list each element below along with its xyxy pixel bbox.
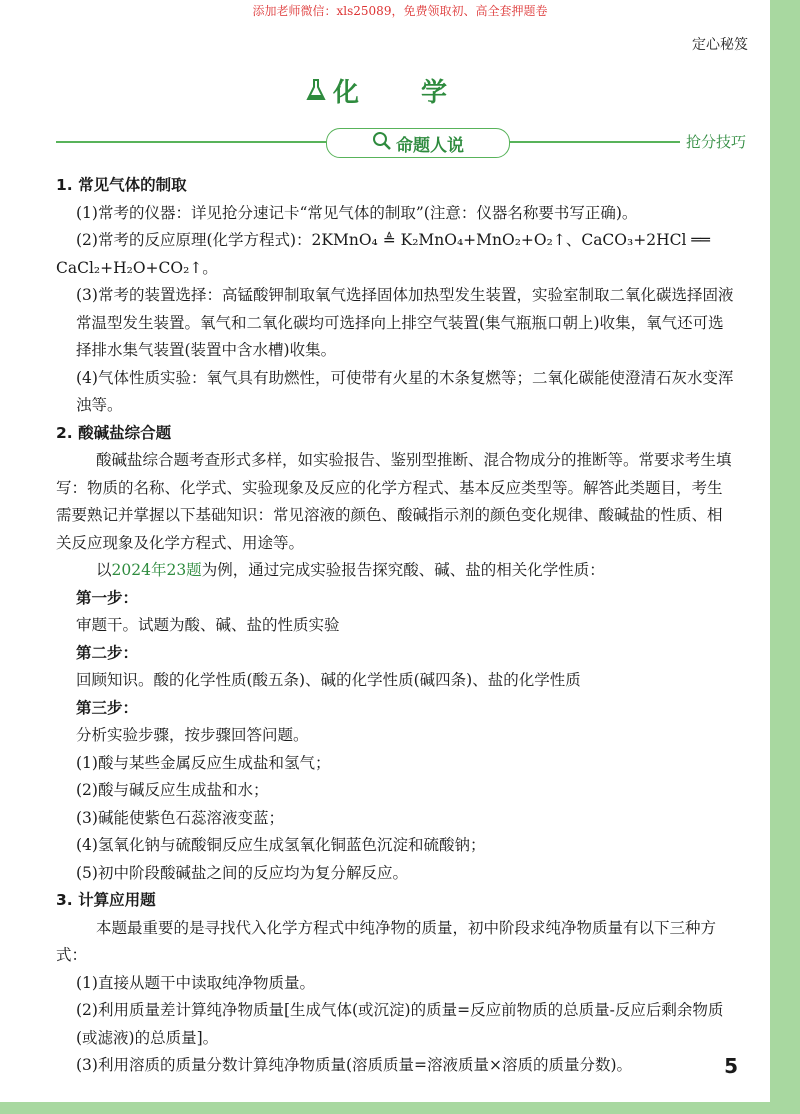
watermark-text: 添加老师微信：xls25089，免费领取初、高全套押题卷 — [252, 4, 548, 18]
step-label: 第二步： — [76, 643, 139, 662]
page-bottom-border — [0, 1102, 800, 1114]
reference-highlight: 2024年23题 — [111, 561, 202, 579]
step-label: 第一步： — [76, 588, 139, 607]
list-item: (2)酸与碱反应生成盐和水； — [76, 781, 269, 799]
title-text: 化 学 — [332, 78, 465, 108]
list-item: (1)直接从题干中读取纯净物质量。 — [76, 973, 315, 992]
list-item: (3)碱能使紫色石蕊溶液变蓝； — [76, 808, 284, 827]
header-tag: 定心秘笈 — [692, 37, 748, 53]
flask-icon — [305, 78, 327, 109]
section-heading-3: 3. 计算应用题 — [56, 891, 156, 909]
magnifier-icon — [372, 131, 392, 156]
list-item: (5)初中阶段酸碱盐之间的反应均为复分解反应。 — [76, 863, 408, 882]
list-item: (2)利用质量差计算纯净物质量[生成气体(或沉淀)的质量=反应前物质的总质量-反应后剩余物质(或滤液)的总质量]。 — [76, 1001, 724, 1047]
paragraph: (3)常考的装置选择：高锰酸钾制取氧气选择固体加热型发生装置，实验室制取二氧化碳选择固液常温型发生装置。氧气和二氧化碳均可选择向上排空气装置(集气瓶瓶口朝上)收集，氧气还可选择排水集气装置(装置中含水槽)收集。 — [76, 286, 734, 359]
text: 为例，通过完成实验报告探究酸、碱、盐的相关化学性质： — [201, 561, 605, 579]
step-text: 审题干。试题为酸、碱、盐的性质实验 — [76, 616, 340, 634]
paragraph: (2)常考的反应原理(化学方程式)：2KMnO₄ ≜ K₂MnO₄+MnO₂+O₂↑、CaCO₃+2HCl ══ — [76, 231, 710, 249]
step-label: 第三步： — [76, 698, 139, 717]
text: 以 — [96, 561, 112, 579]
step-text: 分析实验步骤，按步骤回答问题。 — [76, 726, 309, 744]
page-title — [0, 72, 770, 109]
list-item: (3)利用溶质的质量分数计算纯净物质量(溶质质量=溶液质量×溶质的质量分数)。 — [76, 1056, 633, 1074]
paragraph: (1)常考的仪器：详见抢分速记卡“常见气体的制取”(注意：仪器名称要书写正确)。 — [76, 203, 638, 222]
paragraph: 本题最重要的是寻找代入化学方程式中纯净物的质量，初中阶段求纯净物质量有以下三种方式： — [56, 918, 717, 964]
list-item: (1)酸与某些金属反应生成盐和氢气； — [76, 753, 331, 772]
banner-line-left — [56, 141, 326, 143]
section-heading-1: 1. 常见气体的制取 — [56, 176, 187, 194]
paragraph: 酸碱盐综合题考查形式多样，如实验报告、鉴别型推断、混合物成分的推断等。常要求考生填写：物质的名称、化学式、实验现象及反应的化学方程式、基本反应类型等。解答此类题目，考生需要熟记并掌握以下基础知识：常见溶液的颜色、酸碱指示剂的颜色变化规律、酸碱盐的性质、相关反应现象及化学方程式、用途等。 — [56, 451, 732, 552]
paragraph: (4)气体性质实验：氧气具有助燃性，可使带有火星的木条复燃等；二氧化碳能使澄清石灰水变浑浊等。 — [76, 368, 734, 414]
list-item: (4)氢氧化钠与硫酸铜反应生成氢氧化铜蓝色沉淀和硫酸钠； — [76, 836, 486, 854]
section-banner — [56, 128, 746, 156]
banner-center-text: 命题人说 — [396, 135, 464, 156]
step-text: 回顾知识。酸的化学性质(酸五条)、碱的化学性质(碱四条)、盐的化学性质 — [76, 671, 581, 689]
page-number: 5 — [724, 1054, 738, 1078]
paragraph — [56, 557, 736, 585]
banner-right-text: 抢分技巧 — [680, 131, 746, 152]
section-heading-2: 2. 酸碱盐综合题 — [56, 423, 172, 442]
banner-pill — [326, 128, 510, 158]
page-edge-border — [770, 0, 800, 1114]
paragraph: CaCl₂+H₂O+CO₂↑。 — [56, 258, 218, 277]
document-body — [56, 172, 736, 1080]
